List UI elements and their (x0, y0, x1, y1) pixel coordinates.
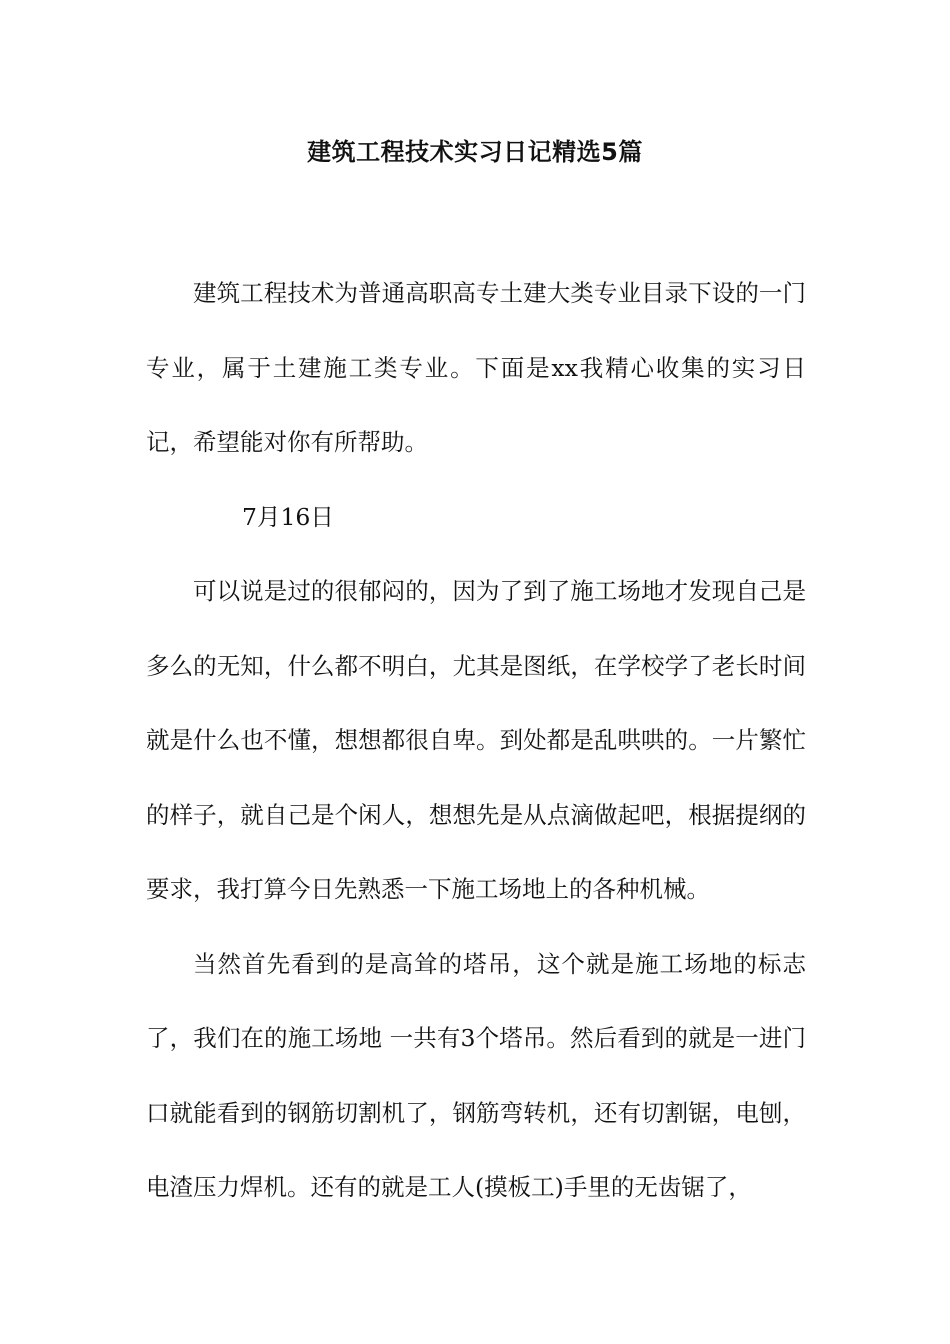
document-title: 建筑工程技术实习日记精选5篇 (307, 138, 643, 166)
intro-paragraph: 建筑工程技术为普通高职高专土建大类专业目录下设的一门专业，属于土建施工类专业。下面是xx我精心收集的实习日记，希望能对你有所帮助。 (146, 279, 806, 456)
document-body (146, 256, 806, 1225)
entry-date: 7月16日 (242, 502, 334, 531)
body-paragraph-1: 可以说是过的很郁闷的，因为了到了施工场地才发现自己是多么的无知，什么都不明白，尤其是图纸，在学校学了老长时间就是什么也不懂，想想都很自卑。到处都是乱哄哄的。一片繁忙的样子，就自己是个闲人，想想先是从点滴做起吧，根据提纲的要求，我打算今日先熟悉一下施工场地上的各种机械。 (146, 577, 806, 903)
body-paragraph-2: 当然首先看到的是高耸的塔吊，这个就是施工场地的标志了，我们在的施工场地 一共有3个塔吊。然后看到的就是一进门口就能看到的钢筋切割机了，钢筋弯转机，还有切割锯，电刨，电渣压力焊机。还有的就是工人(摸板工)手里的无齿锯了， (146, 949, 806, 1201)
